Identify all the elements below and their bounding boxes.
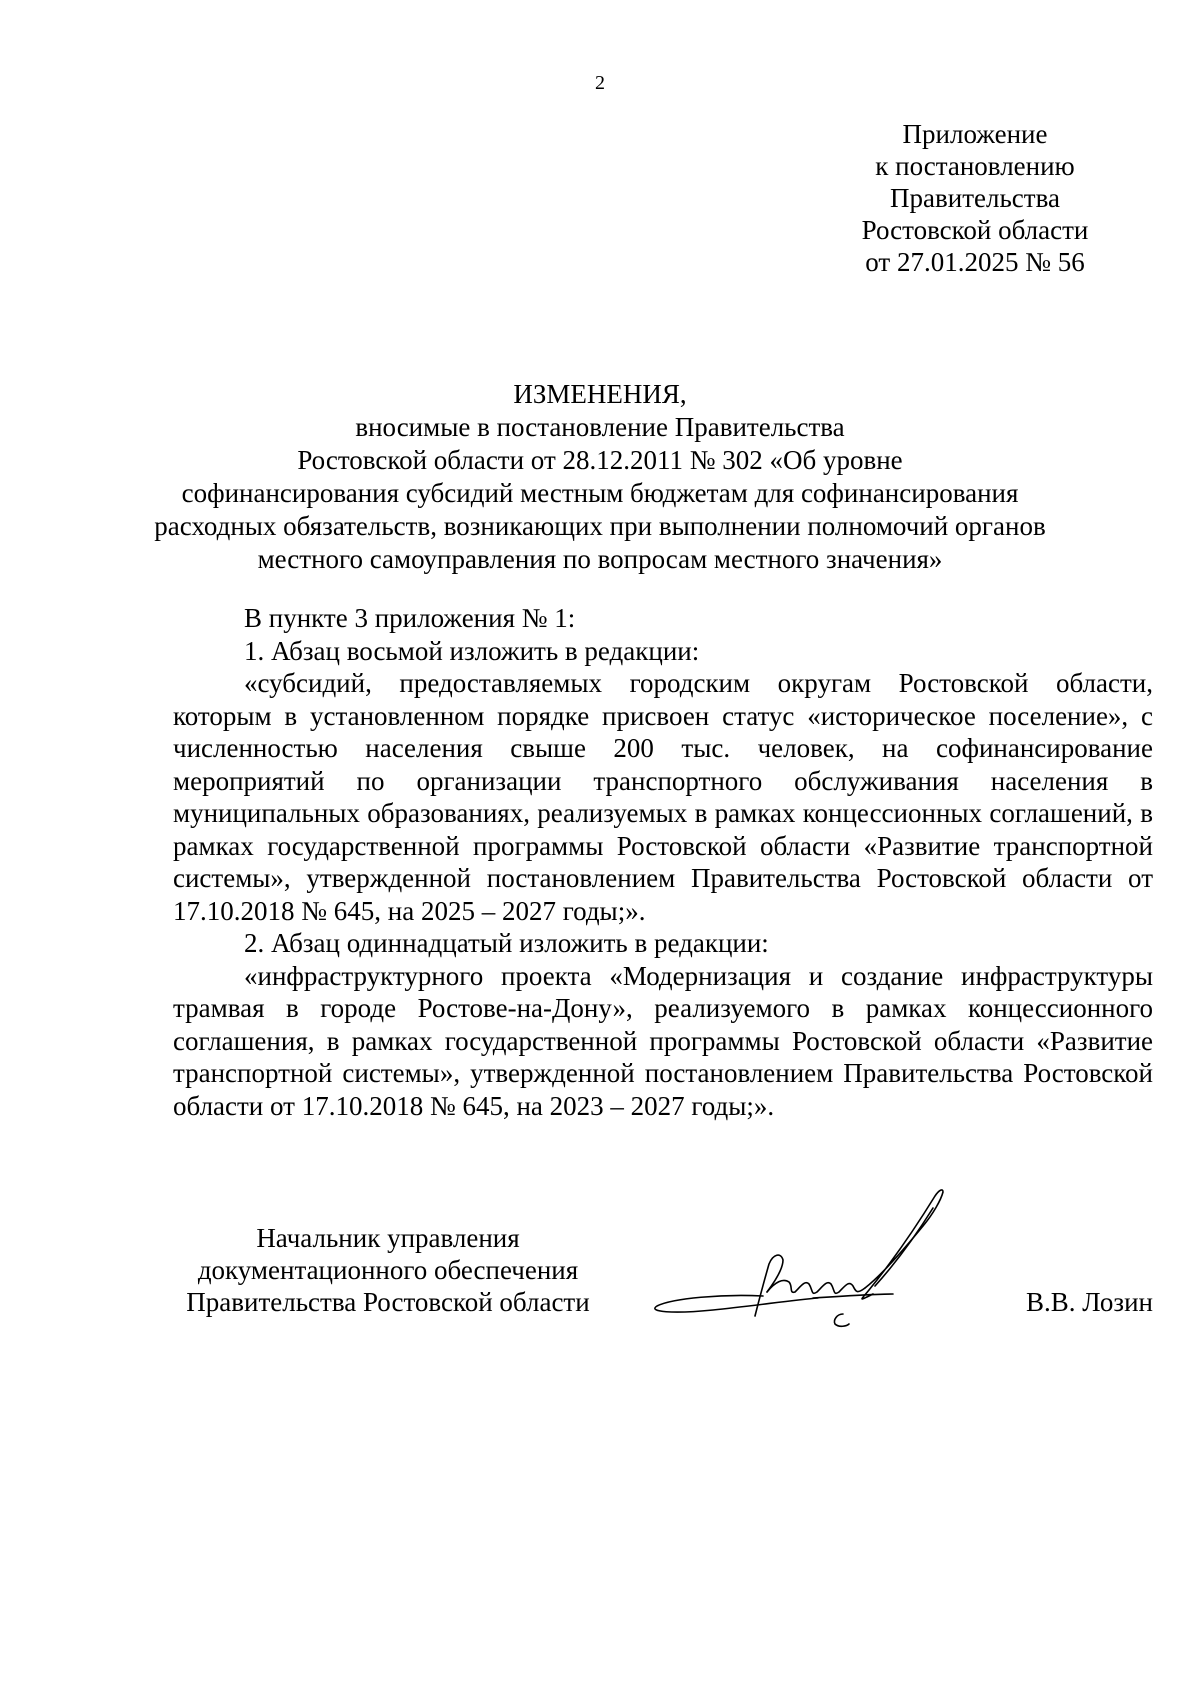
body-paragraph-item-2: 2. Абзац одиннадцатый изложить в редакции: (244, 928, 769, 958)
appendix-line: Ростовской области (861, 215, 1089, 245)
title-line: расходных обязательств, возникающих при выполнении полномочий органов (154, 511, 1046, 541)
title-line: софинансирования субсидий местным бюджетам для софинансирования (181, 478, 1019, 508)
body-paragraph-quote-1: «субсидий, предоставляемых городским округам Ростовской области, которым в установленном порядке присвоен статус «историческое поселение», с численностью населения свыше 200 тыс. человек, на софинансирование мероприятий по организации транспортного обслуживания населения в муниципальных образованиях, реализуемых в рамках концессионных соглашений, в рамках государственной программы Ростовской области «Развитие транспортной системы», утвержденной постановлением Правительства Ростовской области от 17.10.2018 № 645, на 2025 – 2027 годы;». (173, 668, 1153, 926)
page-number: 2 (595, 72, 605, 94)
document-title (150, 378, 1050, 576)
title-line: вносимые в постановление Правительства (355, 412, 845, 442)
appendix-line: Правительства (890, 183, 1060, 213)
body-paragraph-quote-2: «инфраструктурного проекта «Модернизация и создание инфраструктуры трамвая в городе Ростове-на-Дону», реализуемого в рамках концессионного соглашения, в рамках государственной программы Ростовской области «Развитие транспортной системы», утвержденной постановлением Правительства Ростовской области от 17.10.2018 № 645, на 2023 – 2027 годы;». (173, 960, 1153, 1121)
title-line: Ростовской области от 28.12.2011 № 302 «Об уровне (297, 445, 903, 475)
document-body (173, 602, 1153, 1122)
signer-position-line: Начальник управления (256, 1223, 520, 1253)
signer-position (173, 1222, 603, 1318)
appendix-line: к постановлению (875, 151, 1075, 181)
handwritten-signature (643, 1182, 973, 1342)
appendix-line: Приложение (902, 119, 1048, 149)
body-paragraph-intro: В пункте 3 приложения № 1: (244, 603, 576, 633)
body-paragraph-item-1: 1. Абзац восьмой изложить в редакции: (244, 635, 700, 666)
signature-block (173, 1222, 1153, 1352)
signer-position-line: Правительства Ростовской области (186, 1287, 590, 1317)
title-heading: ИЗМЕНЕНИЯ, (513, 379, 687, 409)
appendix-header (830, 118, 1120, 278)
signer-name: В.В. Лозин (1026, 1287, 1153, 1317)
signer-position-line: документационного обеспечения (197, 1255, 579, 1285)
appendix-date-number: от 27.01.2025 № 56 (865, 247, 1085, 277)
title-line: местного самоуправления по вопросам местного значения» (257, 544, 943, 574)
